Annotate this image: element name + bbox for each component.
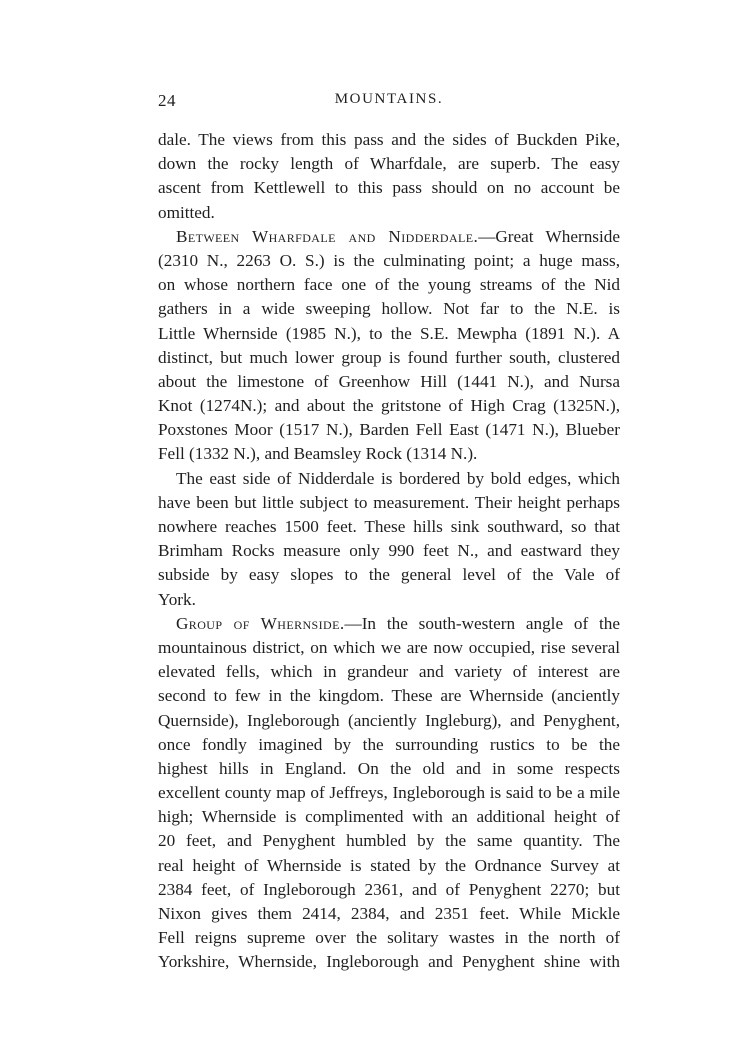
text-line: mountainous district, on which we are now occupied, rise several — [158, 637, 620, 657]
section-heading: Between Wharfdale and Nidderdale. — [176, 226, 479, 246]
text-line: down the rocky length of Wharfdale, are superb. The easy — [158, 154, 620, 174]
paragraph — [158, 225, 620, 467]
text-line: second to few in the kingdom. These are Whernside (anciently — [158, 686, 620, 706]
text-line: (2310 N., 2263 O. S.) is the culminating point; a huge mass, — [158, 250, 620, 270]
text-line: omitted. — [158, 202, 215, 222]
text-line: distinct, but much lower group is found further south, clustered — [158, 347, 620, 367]
text-line: Little Whernside (1985 N.), to the S.E. Mewpha (1891 N.). A — [158, 323, 620, 343]
text-line: Yorkshire, Whernside, Ingleborough and Penyghent shine with — [158, 952, 620, 972]
text-line: excellent county map of Jeffreys, Ingleborough is said to be a mile — [158, 783, 620, 803]
text-line: nowhere reaches 1500 feet. These hills sink southward, so that — [158, 517, 620, 536]
paragraph — [158, 612, 620, 975]
page-number: 24 — [158, 91, 176, 110]
text-line: subside by easy slopes to the general level of the Vale of — [158, 565, 620, 585]
text-run: —Great Whernside — [478, 226, 620, 246]
page-body — [158, 128, 620, 975]
text-line: real height of Whernside is stated by the Ordnance Survey at — [158, 855, 620, 875]
text-line: once fondly imagined by the surrounding rustics to be the — [158, 734, 620, 754]
text-line: 2384 feet, of Ingleborough 2361, and of Penyghent 2270; but — [158, 879, 620, 899]
text-line: Poxstones Moor (1517 N.), Barden Fell East (1471 N.), Blueber — [158, 420, 620, 440]
text-line: Nixon gives them 2414, 2384, and 2351 feet. While Mickle — [158, 904, 620, 923]
page-header — [158, 91, 620, 117]
text-line: highest hills in England. On the old and in some respects — [158, 758, 620, 778]
text-line: on whose northern face one of the young streams of the Nid — [158, 275, 620, 295]
text-line: have been but little subject to measurement. Their height perhaps — [158, 492, 620, 512]
text-line: high; Whernside is complimented with an additional height of — [158, 807, 620, 827]
text-line: about the limestone of Greenhow Hill (1441 N.), and Nursa — [158, 371, 620, 391]
text-line: elevated fells, which in grandeur and variety of interest are — [158, 662, 620, 682]
paragraph — [158, 128, 620, 225]
text-line: 20 feet, and Penyghent humbled by the same quantity. The — [158, 831, 620, 851]
text-line: Fell reigns supreme over the solitary wastes in the north of — [158, 928, 620, 948]
text-line — [158, 612, 620, 636]
text-line: dale. The views from this pass and the sides of Buckden Pike, — [158, 130, 620, 149]
text-line: Knot (1274N.); and about the gritstone of High Crag (1325N.), — [158, 396, 620, 416]
text-line: The east side of Nidderdale is bordered by bold edges, which — [176, 468, 620, 488]
text-run: —In the south-western angle of the — [344, 613, 620, 633]
section-heading: Group of Whernside. — [176, 613, 345, 633]
text-line — [158, 225, 620, 249]
text-line: Quernside), Ingleborough (anciently Ingleburg), and Penyghent, — [158, 710, 620, 730]
running-head: MOUNTAINS. — [334, 91, 444, 107]
paragraph — [158, 467, 620, 612]
text-line: Fell (1332 N.), and Beamsley Rock (1314 N.). — [158, 444, 478, 464]
text-line: York. — [158, 589, 196, 609]
text-line: gathers in a wide sweeping hollow. Not far to the N.E. is — [158, 299, 620, 319]
text-line: ascent from Kettlewell to this pass should on no account be — [158, 178, 620, 198]
text-line: Brimham Rocks measure only 990 feet N., and eastward they — [158, 541, 620, 561]
